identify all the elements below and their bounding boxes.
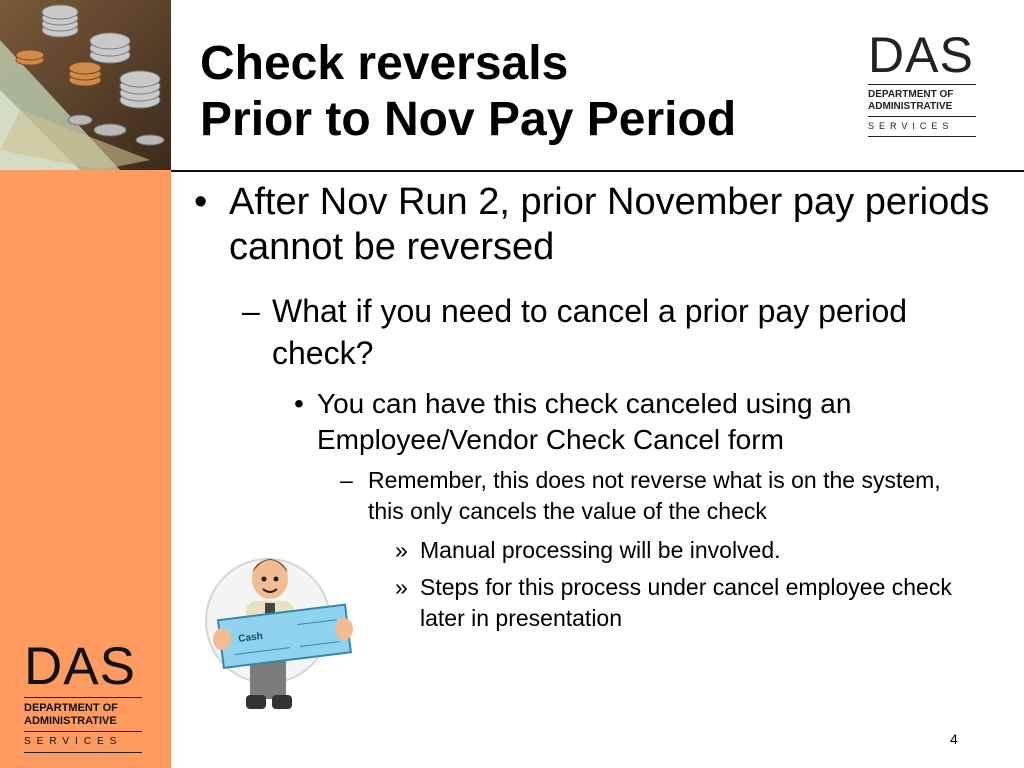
bullet-level-2 bbox=[242, 290, 942, 374]
bullet-text: What if you need to cancel a prior pay period check? bbox=[272, 293, 908, 371]
bullet-marker: » bbox=[395, 537, 408, 563]
logo-line-3: SERVICES bbox=[868, 121, 954, 131]
bullet-marker: – bbox=[242, 293, 260, 329]
bullet-marker: • bbox=[194, 181, 208, 223]
logo-das-text: DAS bbox=[868, 27, 974, 83]
logo-line-2: ADMINISTRATIVE bbox=[868, 100, 953, 112]
logo-line-1: DEPARTMENT OF bbox=[868, 89, 954, 100]
bullet-marker: » bbox=[395, 574, 408, 600]
header-divider bbox=[171, 170, 1024, 172]
logo-rule bbox=[24, 752, 142, 753]
bullet-text: Steps for this process under cancel employee check later in presentation bbox=[420, 574, 952, 631]
title-line-1: Check reversals bbox=[200, 37, 569, 90]
das-logo-bottom bbox=[24, 637, 142, 757]
logo-rule bbox=[24, 697, 142, 698]
title-line-2: Prior to Nov Pay Period bbox=[200, 93, 737, 146]
das-logo-top bbox=[868, 27, 976, 141]
slide-title bbox=[200, 36, 840, 148]
logo-line-1: DEPARTMENT OF bbox=[24, 702, 118, 714]
bullet-marker: – bbox=[340, 467, 353, 493]
logo-das-text: DAS bbox=[24, 637, 136, 696]
bullet-text: After Nov Run 2, prior November pay periods cannot be reversed bbox=[229, 181, 990, 268]
logo-rule bbox=[868, 84, 976, 85]
bullet-level-4 bbox=[340, 465, 980, 527]
money-photo bbox=[0, 0, 171, 170]
bullet-text: You can have this check canceled using an Employee/Vendor Check Cancel form bbox=[317, 388, 852, 455]
logo-rule bbox=[24, 731, 142, 732]
bullet-text: Remember, this does not reverse what is on the system, this only cancels the value of the check bbox=[368, 467, 941, 524]
logo-line-2: ADMINISTRATIVE bbox=[24, 714, 117, 727]
bullet-level-5 bbox=[395, 572, 975, 634]
bullet-level-5 bbox=[395, 535, 975, 566]
bullet-level-1 bbox=[190, 180, 990, 270]
check-cartoon-image bbox=[188, 543, 368, 723]
logo-rule bbox=[868, 136, 976, 137]
page-number: 4 bbox=[950, 731, 958, 747]
bullet-marker: • bbox=[294, 388, 304, 419]
bullet-text: Manual processing will be involved. bbox=[420, 537, 781, 563]
check-cash-text: Cash bbox=[237, 630, 264, 645]
logo-line-3: SERVICES bbox=[24, 736, 123, 748]
logo-rule bbox=[868, 116, 976, 117]
bullet-level-3 bbox=[294, 386, 974, 458]
